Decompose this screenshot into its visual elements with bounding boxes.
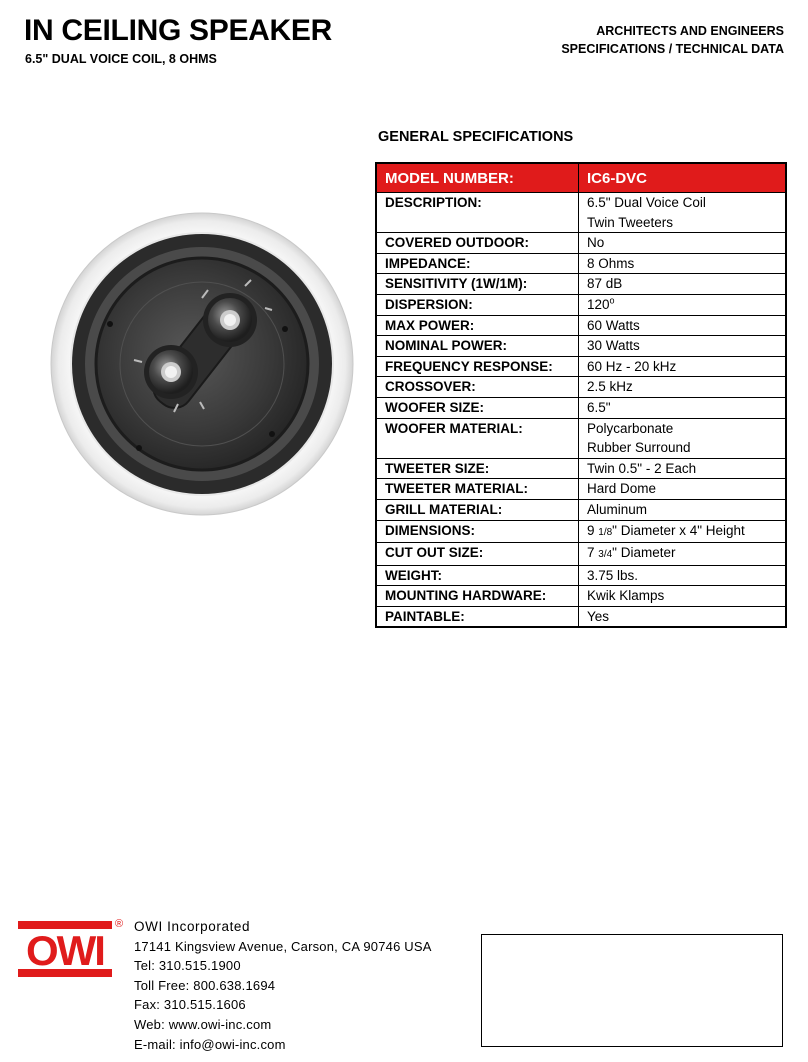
spec-value-line: 60 Hz - 20 kHz [587, 358, 677, 374]
spec-value-line: 2.5 kHz [587, 379, 633, 395]
spec-label: IMPEDANCE: [376, 253, 579, 274]
model-number-value: IC6-DVC [579, 163, 787, 193]
spec-label: CROSSOVER: [376, 377, 579, 398]
spec-value [579, 499, 787, 520]
spec-row [376, 294, 786, 315]
spec-value [579, 458, 787, 479]
spec-row [376, 253, 786, 274]
spec-value-frac: 3/4 [598, 549, 613, 561]
spec-row [376, 479, 786, 500]
logo-text: OWI [26, 927, 104, 974]
spec-value-rest: " Diameter x 4" Height [612, 522, 745, 538]
spec-label: PAINTABLE: [376, 606, 579, 627]
spec-label: CUT OUT SIZE: [376, 543, 579, 566]
spec-value-whole: 7 [587, 545, 599, 561]
spec-value [579, 336, 787, 357]
company-email: E-mail: info@owi-inc.com [134, 1036, 286, 1052]
spec-value-line: 8 Ohms [587, 255, 635, 271]
spec-value-line: Polycarbonate [587, 420, 674, 436]
spec-value [579, 315, 787, 336]
spec-value [579, 565, 787, 586]
company-tel: Tel: 310.515.1900 [134, 958, 241, 974]
spec-value [579, 479, 787, 500]
spec-table-header-row [376, 163, 786, 193]
spec-row [376, 565, 786, 586]
spec-label: SENSITIVITY (1W/1M): [376, 274, 579, 295]
spec-value [579, 543, 787, 566]
degree-symbol: o [609, 295, 615, 306]
spec-label: WOOFER MATERIAL: [376, 418, 579, 458]
company-address: 17141 Kingsview Avenue, Carson, CA 90746 USA [134, 938, 432, 954]
spec-table [375, 162, 787, 628]
spec-value-line: 60 Watts [587, 317, 640, 333]
page-title: IN CEILING SPEAKER [24, 14, 332, 47]
spec-value-line: 6.5" [587, 399, 611, 415]
spec-row [376, 336, 786, 357]
spec-row [376, 520, 786, 543]
page-subtitle: 6.5" DUAL VOICE COIL, 8 OHMS [25, 52, 217, 66]
spec-value-line: Aluminum [587, 501, 648, 517]
company-fax: Fax: 310.515.1606 [134, 997, 246, 1013]
spec-value-line: Hard Dome [587, 481, 657, 497]
spec-row [376, 586, 786, 607]
spec-value [579, 294, 787, 315]
spec-label: DIMENSIONS: [376, 520, 579, 543]
spec-row [376, 356, 786, 377]
spec-value [579, 233, 787, 254]
spec-value-line: Yes [587, 608, 610, 624]
model-number-label: MODEL NUMBER: [376, 163, 579, 193]
spec-value [579, 520, 787, 543]
spec-label: WEIGHT: [376, 565, 579, 586]
spec-heading: GENERAL SPECIFICATIONS [378, 129, 574, 145]
spec-label: TWEETER MATERIAL: [376, 479, 579, 500]
spec-value-line: Twin Tweeters [587, 214, 674, 230]
spec-row [376, 274, 786, 295]
spec-row [376, 193, 786, 233]
spec-label: TWEETER SIZE: [376, 458, 579, 479]
spec-label: MOUNTING HARDWARE: [376, 586, 579, 607]
spec-row [376, 499, 786, 520]
spec-value-whole: 9 [587, 522, 599, 538]
spec-value-frac: 1/8 [598, 526, 613, 538]
spec-row [376, 606, 786, 627]
spec-value [579, 606, 787, 627]
spec-row [376, 543, 786, 566]
spec-value [579, 377, 787, 398]
company-contact [134, 917, 432, 1054]
spec-value [579, 418, 787, 458]
spec-label: COVERED OUTDOOR: [376, 233, 579, 254]
spec-label: DESCRIPTION: [376, 193, 579, 233]
header-right-line2: SPECIFICATIONS / TECHNICAL DATA [561, 42, 784, 56]
spec-label: FREQUENCY RESPONSE: [376, 356, 579, 377]
spec-label: NOMINAL POWER: [376, 336, 579, 357]
spec-value [579, 193, 787, 233]
spec-value-line: 30 Watts [587, 338, 640, 354]
spec-value-line: No [587, 235, 605, 251]
spec-label: WOOFER SIZE: [376, 397, 579, 418]
company-web: Web: www.owi-inc.com [134, 1016, 272, 1032]
spec-row [376, 458, 786, 479]
spec-row [376, 315, 786, 336]
header-right [561, 22, 784, 58]
spec-value-text: 120 [587, 296, 610, 312]
spec-value-line: Kwik Klamps [587, 588, 665, 604]
owi-logo [18, 921, 112, 977]
spec-value [579, 253, 787, 274]
spec-value-rest: " Diameter [612, 545, 676, 561]
registered-mark: ® [115, 918, 124, 930]
spec-value-line: Rubber Surround [587, 440, 691, 456]
header-right-line1: ARCHITECTS AND ENGINEERS [596, 24, 784, 38]
in-ceiling-speaker-image [50, 212, 354, 516]
spec-row [376, 377, 786, 398]
spec-label: MAX POWER: [376, 315, 579, 336]
spec-value-line: Twin 0.5" - 2 Each [587, 460, 697, 476]
spec-row [376, 233, 786, 254]
spec-value-line: 3.75 lbs. [587, 567, 639, 583]
spec-row [376, 418, 786, 458]
spec-value-line: 87 dB [587, 276, 623, 292]
spec-value [579, 397, 787, 418]
spec-label: DISPERSION: [376, 294, 579, 315]
spec-value [579, 586, 787, 607]
spec-value [579, 274, 787, 295]
company-name: OWI Incorporated [134, 919, 251, 934]
spec-row [376, 397, 786, 418]
spec-label: GRILL MATERIAL: [376, 499, 579, 520]
spec-value [579, 356, 787, 377]
company-toll-free: Toll Free: 800.638.1694 [134, 977, 276, 993]
dealer-stamp-box [481, 934, 783, 1047]
spec-value-line: 6.5" Dual Voice Coil [587, 195, 706, 210]
